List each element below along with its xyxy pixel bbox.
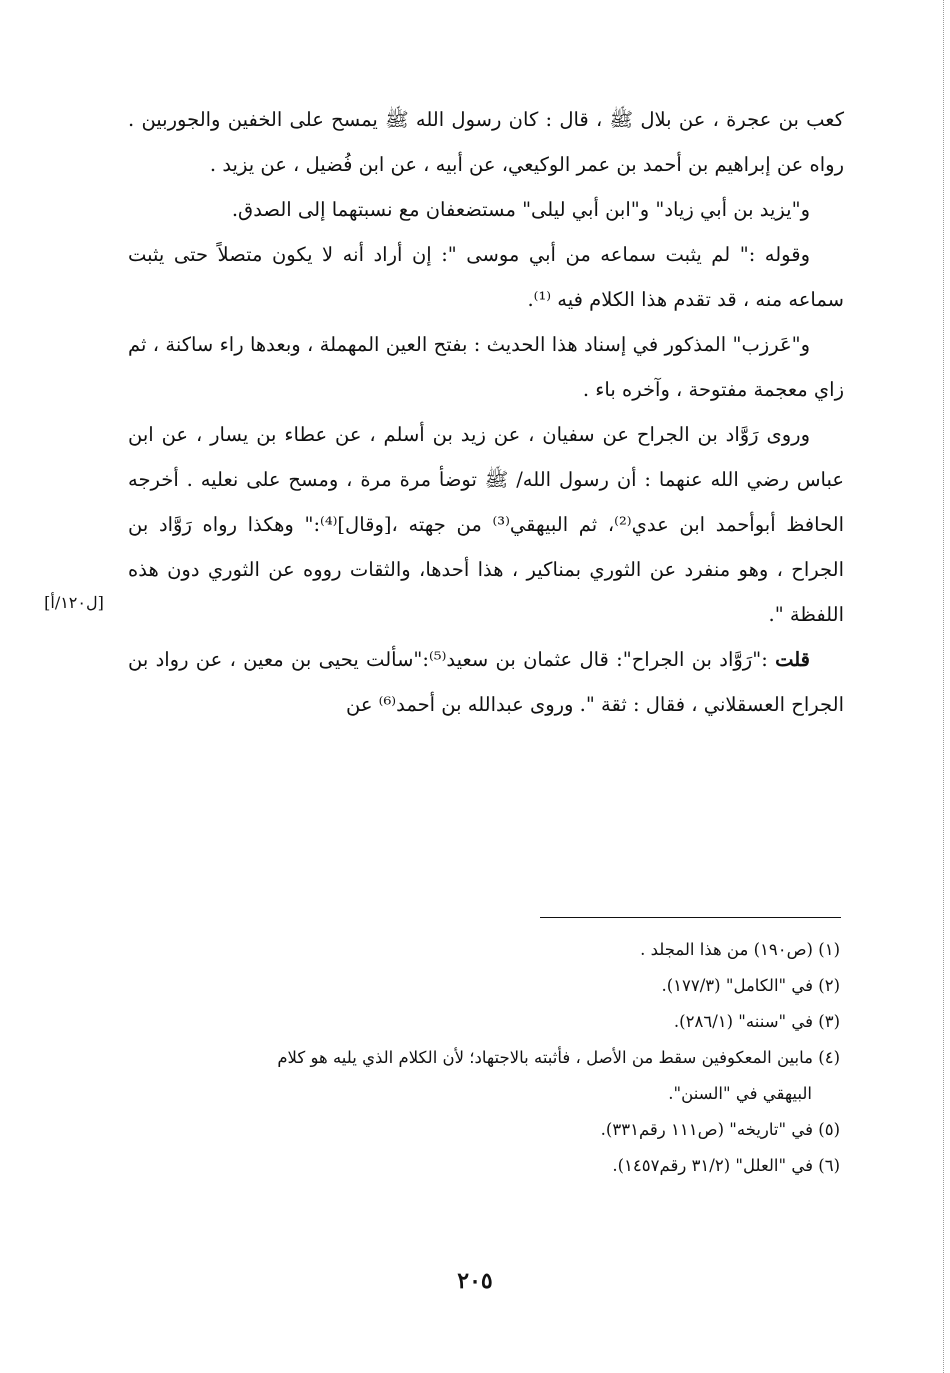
footnote-4: (٤) مابين المعكوفين سقط من الأصل ، فأثبته بالاجتهاد؛ لأن الكلام الذي يليه هو كلام	[277, 1048, 840, 1067]
footnote-separator	[540, 917, 841, 918]
main-text-block	[128, 97, 844, 727]
paragraph-5: وروى رَوَّاد بن الجراح عن سفيان ، عن زيد بن أسلم ، عن عطاء بن يسار ، عن ابن عباس رضي الله عنهما : أن رسول الله/ ﷺ توضأ مرة مرة ، ومسح على نعليه . أخرجه الحافظ أبوأحمد ابن عدي⁽²⁾، ثم البيهقي⁽³⁾ من جهته ،[وقال]⁽⁴⁾:" وهكذا رواه رَوَّاد بن الجراح ، وهو منفرد عن الثوري بمناكير ، هذا أحدها، والثقات رووه عن الثوري دون هذه اللفظة ".	[128, 423, 845, 626]
paragraph-3: وقوله :" لم يثبت سماعه من أبي موسى ": إن أراد أنه لا يكون متصلاً حتى يثبت سماعه منه ، قد تقدم هذا الكلام فيه ⁽¹⁾.	[128, 243, 844, 311]
paragraph-4: و"عَرزب" المذكور في إسناد هذا الحديث : بفتح العين المهملة ، وبعدها راء ساكنة ، ثم زاي معجمة مفتوحة ، وآخره باء .	[128, 333, 844, 401]
footnotes-block	[128, 932, 840, 1184]
footnote-6: (٦) في "العلل" (٣١/٢ رقم١٤٥٧).	[612, 1156, 840, 1175]
paragraph-6	[128, 637, 844, 727]
manuscript-folio-note: [ل١٢٠/أ]	[44, 593, 104, 612]
footnote-5: (٥) في "تاريخه" (ص١١١ رقم٣٣١).	[600, 1120, 840, 1139]
scan-edge-line	[942, 0, 944, 1373]
footnote-3: (٣) في "سننه" (٢٨٦/١).	[673, 1012, 840, 1031]
paragraph-6-lead: قلت	[775, 648, 810, 671]
footnote-2: (٢) في "الكامل" (١٧٧/٣).	[661, 976, 840, 995]
footnote-4-continuation: البيهقي في "السنن".	[668, 1084, 812, 1103]
paragraph-6-text: :"رَوَّاد بن الجراح": قال عثمان بن سعيد⁽⁵⁾:"سألت يحيى بن معين ، عن رواد بن الجراح العسقلاني ، فقال : ثقة ". وروى عبدالله بن أحمد⁽⁶⁾ عن	[128, 648, 844, 716]
paragraph-1: كعب بن عجرة ، عن بلال ﷺ ، قال : كان رسول الله ﷺ يمسح على الخفين والجوربين . رواه عن إبراهيم بن أحمد بن عمر الوكيعي، عن أبيه ، عن ابن فُضيل ، عن يزيد .	[128, 108, 844, 176]
paragraph-2: و"يزيد بن أبي زياد" و"ابن أبي ليلى" مستضعفان مع نسبتهما إلى الصدق.	[231, 198, 810, 221]
footnote-1: (١) (ص١٩٠) من هذا المجلد .	[640, 940, 840, 959]
page-number: ٢٠٥	[457, 1268, 493, 1294]
